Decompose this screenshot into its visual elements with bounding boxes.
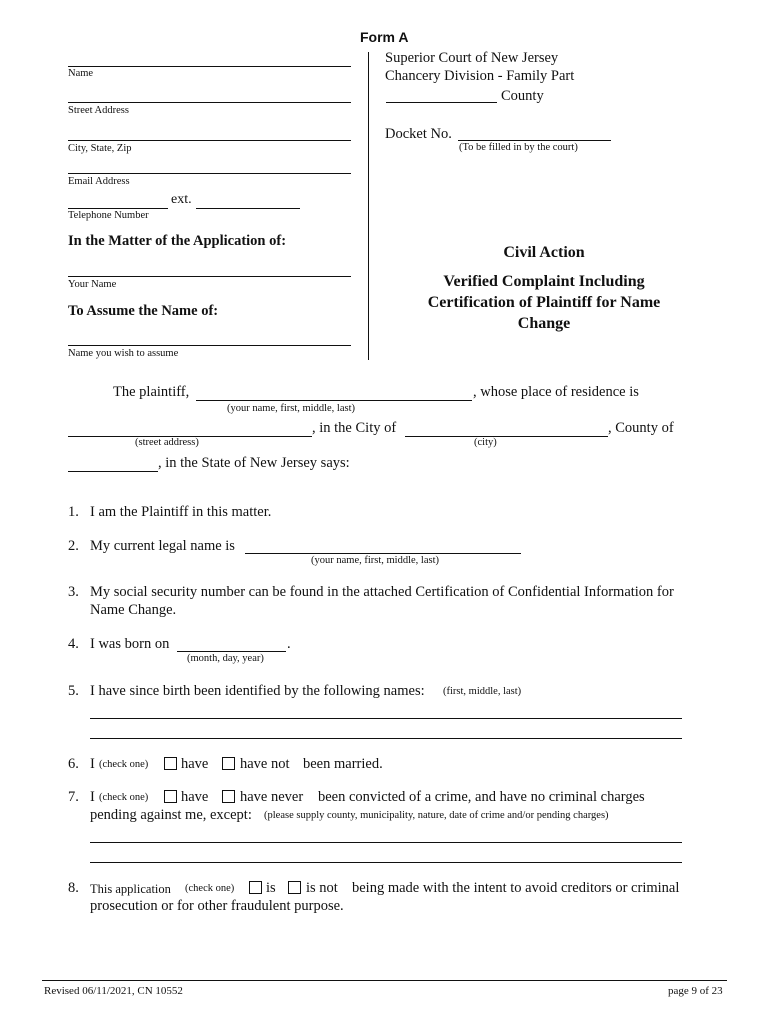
item-6-opt1: have xyxy=(181,756,209,772)
state-text: , in the State of New Jersey says: xyxy=(158,455,350,471)
page-number: page 9 of 23 xyxy=(668,985,723,997)
residence-text: , whose place of residence is xyxy=(473,384,639,400)
item-6-opt2: have not xyxy=(240,756,290,772)
city-field[interactable] xyxy=(405,436,608,437)
name-label: Name xyxy=(68,68,94,79)
item-4-text: I was born on xyxy=(90,636,170,652)
fraud-is-not-checkbox[interactable] xyxy=(288,881,301,894)
phone-label: Telephone Number xyxy=(68,210,149,221)
item-3-number: 3. xyxy=(68,584,79,600)
item-2-number: 2. xyxy=(68,538,79,554)
item-7-line2a: pending against me, except: xyxy=(90,807,252,823)
item-3-line1: My social security number can be found in the attached Certification of Confidential Information for xyxy=(90,584,674,600)
docket-line[interactable] xyxy=(458,140,611,141)
form-title: Form A xyxy=(360,29,409,45)
docket-note: (To be filled in by the court) xyxy=(459,142,578,153)
convicted-have-checkbox[interactable] xyxy=(164,790,177,803)
item-6-rest: been married. xyxy=(303,756,383,772)
court-line2: Chancery Division - Family Part xyxy=(385,68,575,84)
plaintiff-text: The plaintiff, xyxy=(113,384,190,400)
item-8-check-hint: (check one) xyxy=(185,883,235,894)
item-6-i: I xyxy=(90,756,95,772)
item-8-line2: prosecution or for other fraudulent purpose. xyxy=(90,898,344,914)
street-hint: (street address) xyxy=(135,437,199,448)
item-7-number: 7. xyxy=(68,789,79,805)
street-line[interactable] xyxy=(68,102,351,103)
county-of-text: , County of xyxy=(608,420,674,436)
city-label: City, State, Zip xyxy=(68,143,132,154)
your-name-label: Your Name xyxy=(68,279,117,290)
complaint-title-line2: Certification of Plaintiff for Name xyxy=(427,294,661,311)
item-2-hint: (your name, first, middle, last) xyxy=(311,555,440,566)
wish-label: Name you wish to assume xyxy=(68,348,179,359)
item-6-number: 6. xyxy=(68,756,79,772)
city-hint: (city) xyxy=(474,437,497,448)
complaint-title-line3: Change xyxy=(517,315,571,332)
item-7-i: I xyxy=(90,789,95,805)
email-label: Email Address xyxy=(68,176,130,187)
revised-note: Revised 06/11/2021, CN 10552 xyxy=(44,985,183,997)
item-5-number: 5. xyxy=(68,683,79,699)
email-line[interactable] xyxy=(68,173,351,174)
item-8-lead: This application xyxy=(90,882,171,896)
item-8-rest: being made with the intent to avoid creditors or criminal xyxy=(352,880,680,896)
birth-date-field[interactable] xyxy=(177,651,286,652)
item-2-text: My current legal name is xyxy=(90,538,235,554)
item-7-check-hint: (check one) xyxy=(99,792,149,803)
item-8-number: 8. xyxy=(68,880,79,896)
in-city-text: , in the City of xyxy=(312,420,397,436)
complaint-title-line1: Verified Complaint Including xyxy=(443,273,645,290)
item-1-text: I am the Plaintiff in this matter. xyxy=(90,504,272,520)
charges-line-1[interactable] xyxy=(90,842,682,843)
item-7-opt2: have never xyxy=(240,789,304,805)
county-label: County xyxy=(501,88,544,104)
item-3-line2: Name Change. xyxy=(90,602,177,618)
item-4-period: . xyxy=(287,636,291,652)
item-6-check-hint: (check one) xyxy=(99,759,149,770)
court-line1: Superior Court of New Jersey xyxy=(385,50,559,66)
item-5-hint: (first, middle, last) xyxy=(443,686,522,697)
married-have-not-checkbox[interactable] xyxy=(222,757,235,770)
item-7-opt1: have xyxy=(181,789,209,805)
convicted-have-never-checkbox[interactable] xyxy=(222,790,235,803)
item-7-rest: been convicted of a crime, and have no criminal charges xyxy=(318,789,645,805)
married-have-checkbox[interactable] xyxy=(164,757,177,770)
current-name-field[interactable] xyxy=(245,553,521,554)
item-7-line2b: (please supply county, municipality, nature, date of crime and/or pending charges) xyxy=(264,810,609,821)
name-line[interactable] xyxy=(68,66,351,67)
your-name-line[interactable] xyxy=(68,276,351,277)
item-1-number: 1. xyxy=(68,504,79,520)
charges-line-2[interactable] xyxy=(90,862,682,863)
names-line-1[interactable] xyxy=(90,718,682,719)
footer-rule xyxy=(42,980,727,981)
city-line[interactable] xyxy=(68,140,351,141)
column-divider xyxy=(368,52,369,360)
street-label: Street Address xyxy=(68,105,129,116)
plaintiff-name-field[interactable] xyxy=(196,400,472,401)
fraud-is-checkbox[interactable] xyxy=(249,881,262,894)
ext-label: ext. xyxy=(171,192,192,207)
item-8-opt2: is not xyxy=(306,880,338,896)
item-4-hint: (month, day, year) xyxy=(187,653,264,664)
plaintiff-name-hint: (your name, first, middle, last) xyxy=(227,403,356,414)
wish-name-line[interactable] xyxy=(68,345,351,346)
phone-line[interactable] xyxy=(68,208,168,209)
civil-action: Civil Action xyxy=(503,244,585,261)
item-8-opt1: is xyxy=(266,880,276,896)
assume-heading: To Assume the Name of: xyxy=(68,303,219,319)
names-line-2[interactable] xyxy=(90,738,682,739)
ext-line[interactable] xyxy=(196,208,300,209)
item-5-text: I have since birth been identified by the following names: xyxy=(90,683,425,699)
county-field[interactable] xyxy=(68,471,158,472)
item-4-number: 4. xyxy=(68,636,79,652)
county-line[interactable] xyxy=(386,102,497,103)
matter-heading: In the Matter of the Application of: xyxy=(68,233,287,249)
docket-label: Docket No. xyxy=(385,126,452,142)
